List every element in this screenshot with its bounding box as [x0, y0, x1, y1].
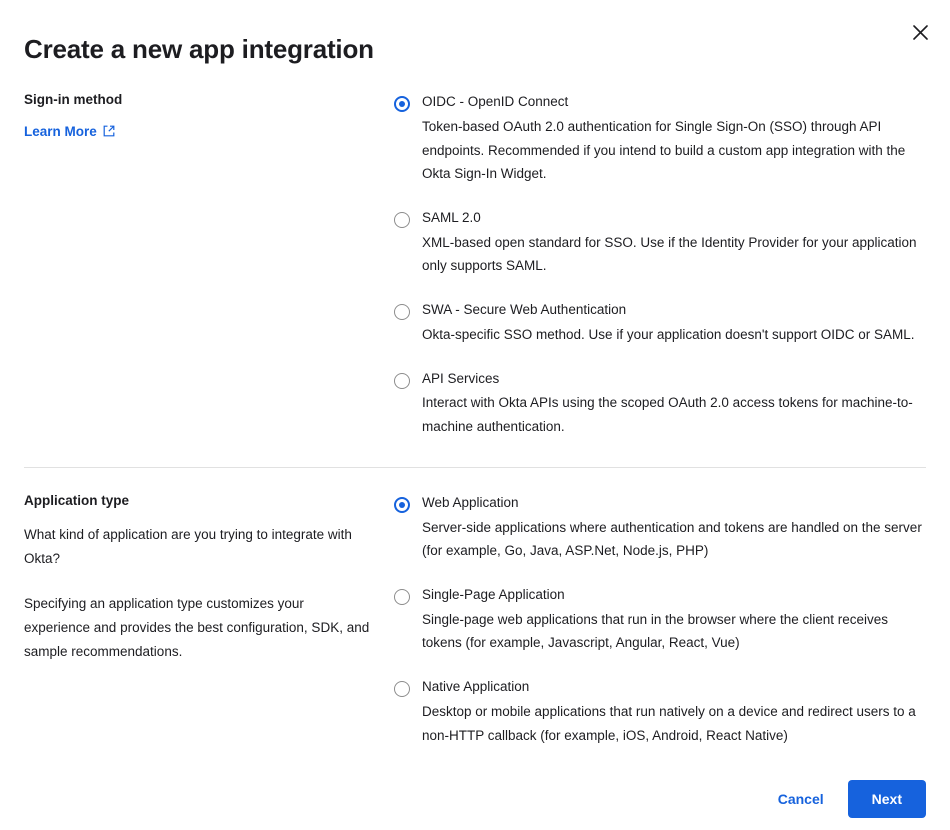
option-title[interactable]: API Services: [422, 370, 500, 386]
application-type-options: [394, 492, 926, 748]
option-title[interactable]: Web Application: [422, 494, 519, 510]
close-icon-glyph: [913, 25, 928, 40]
radio-saml[interactable]: [394, 212, 410, 228]
radio-option-api-services[interactable]: [394, 369, 926, 439]
option-description: XML-based open standard for SSO. Use if the Identity Provider for your application only supports SAML.: [422, 234, 917, 274]
radio-option-web-application[interactable]: [394, 493, 926, 563]
application-type-help-2: Specifying an application type customizes your experience and provides the best configuration, SDK, and sample recommendations.: [24, 596, 370, 659]
option-title[interactable]: SAML 2.0: [422, 209, 481, 225]
radio-web-application[interactable]: [394, 497, 410, 513]
close-icon[interactable]: [906, 18, 934, 46]
option-description: Server-side applications where authentication and tokens are handled on the server (for example, Go, Java, ASP.Net, Node.js, PHP): [422, 519, 922, 559]
option-description: Interact with Okta APIs using the scoped OAuth 2.0 access tokens for machine-to-machine authentication.: [422, 395, 913, 435]
application-type-left: [24, 492, 394, 748]
next-button[interactable]: Next: [848, 780, 926, 818]
option-body: [422, 208, 926, 278]
option-body: [422, 369, 926, 439]
option-description: Desktop or mobile applications that run natively on a device and redirect users to a non-HTTP callback (for example, iOS, Android, React Native): [422, 703, 916, 743]
option-body: [422, 493, 926, 563]
option-description: Token-based OAuth 2.0 authentication for Single Sign-On (SSO) through API endpoints. Recommended if you intend to build a custom app integration with the Okta Sign-In Widget.: [422, 118, 906, 182]
dialog-footer: [0, 768, 950, 830]
option-body: [422, 585, 926, 655]
radio-oidc[interactable]: [394, 96, 410, 112]
sign-in-method-left: [24, 91, 394, 439]
section-divider: [24, 467, 926, 468]
radio-option-native-application[interactable]: [394, 677, 926, 747]
sign-in-method-section: [0, 91, 950, 439]
option-body: [422, 677, 926, 747]
option-title[interactable]: Single-Page Application: [422, 586, 565, 602]
option-description: Okta-specific SSO method. Use if your application doesn't support OIDC or SAML.: [422, 326, 915, 342]
radio-option-oidc[interactable]: [394, 92, 926, 186]
option-title[interactable]: Native Application: [422, 679, 530, 695]
option-title[interactable]: SWA - Secure Web Authentication: [422, 301, 627, 317]
application-type-label: Application type: [24, 492, 130, 508]
sign-in-method-options: [394, 91, 926, 439]
option-body: [422, 92, 926, 186]
radio-option-saml[interactable]: [394, 208, 926, 278]
radio-option-single-page-application[interactable]: [394, 585, 926, 655]
radio-api-services[interactable]: [394, 373, 410, 389]
radio-single-page-application[interactable]: [394, 589, 410, 605]
radio-native-application[interactable]: [394, 681, 410, 697]
radio-swa[interactable]: [394, 304, 410, 320]
learn-more-label: Learn More: [24, 123, 97, 139]
page-title: Create a new app integration: [24, 34, 374, 64]
option-description: Single-page web applications that run in the browser where the client receives tokens (for example, Javascript, Angular, React, Vue): [422, 611, 889, 651]
application-type-section: [0, 492, 950, 748]
application-type-help-1: What kind of application are you trying to integrate with Okta?: [24, 527, 352, 566]
cancel-button[interactable]: Cancel: [772, 783, 830, 815]
option-body: [422, 300, 926, 347]
external-link-icon: [103, 125, 115, 137]
radio-option-swa[interactable]: [394, 300, 926, 347]
option-title[interactable]: OIDC - OpenID Connect: [422, 94, 569, 109]
learn-more-link[interactable]: [24, 124, 115, 139]
sign-in-method-label: Sign-in method: [24, 92, 123, 107]
